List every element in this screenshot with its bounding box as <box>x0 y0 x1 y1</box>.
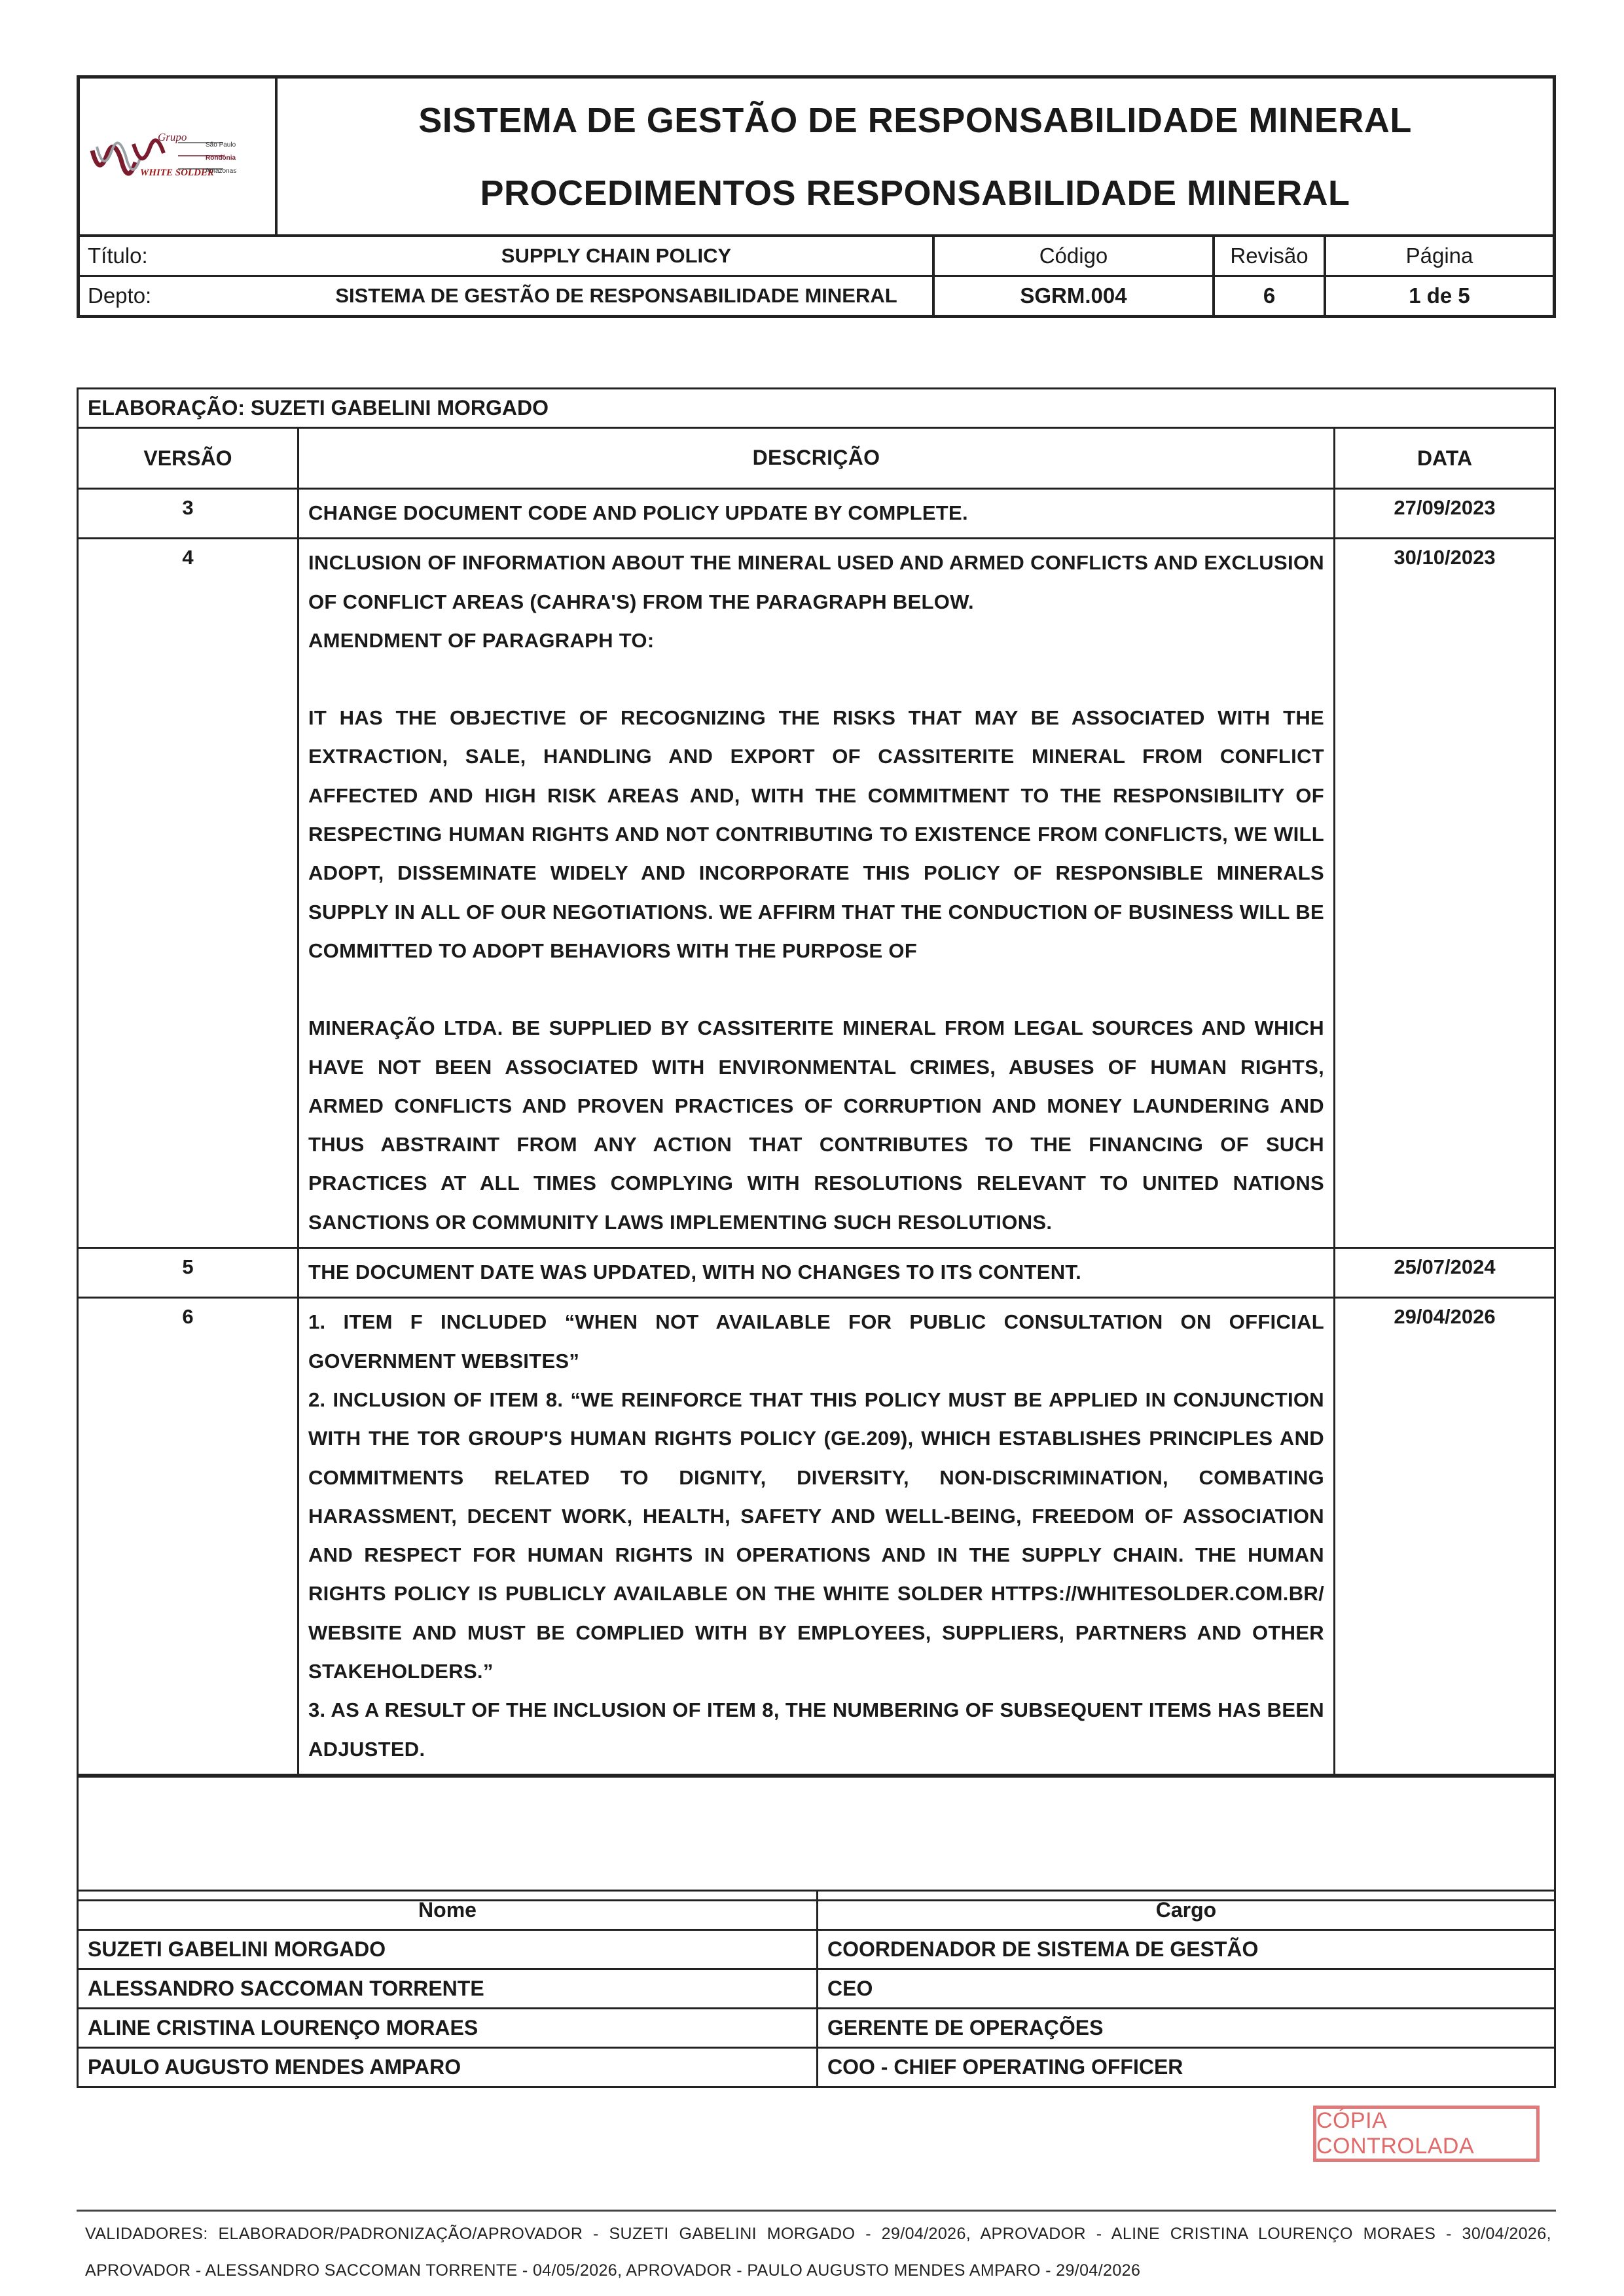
pagina-label: Página <box>1324 237 1553 275</box>
table-row <box>79 2007 1554 2047</box>
descricao-paragraph: 1. ITEM F INCLUDED “WHEN NOT AVAILABLE FOR PUBLIC CONSULTATION ON OFFICIAL GOVERNMENT WEBSITES” <box>308 1310 1324 1372</box>
nome-cell: SUZETI GABELINI MORGADO <box>79 1931 818 1968</box>
descricao-paragraph: CHANGE DOCUMENT CODE AND POLICY UPDATE BY COMPLETE. <box>308 501 968 524</box>
data-cell: 27/09/2023 <box>1394 496 1496 519</box>
descricao-paragraph: IT HAS THE OBJECTIVE OF RECOGNIZING THE RISKS THAT MAY BE ASSOCIATED WITH THE EXTRACTION, SALE, HANDLING AND EXPORT OF CASSITERITE MINERAL FROM CONFLICT AFFECTED AND HIGH RISK AREAS AND, WITH THE COMMITMENT TO THE RESPONSIBILITY OF RESPECTING HUMAN RIGHTS AND NOT CONTRIBUTING TO EXISTENCE FROM CONFLICTS, WE WILL ADOPT, DISSEMINATE WIDELY AND INCORPORATE THIS POLICY OF RESPONSIBLE MINERALS SUPPLY IN ALL OF OUR NEGOTIATIONS. WE AFFIRM THAT THE CONDUCTION OF BUSINESS WILL BE COMMITTED TO ADOPT BEHAVIORS WITH THE PURPOSE OF <box>308 706 1324 962</box>
descricao-paragraph: 2. INCLUSION OF ITEM 8. “WE REINFORCE THAT THIS POLICY MUST BE APPLIED IN CONJUNCTION WITH THE TOR GROUP'S HUMAN RIGHTS POLICY (GE.209), WHICH ESTABLISHES PRINCIPLES AND COMMITMENTS RELATED TO DIGNITY, DIVERSITY, NON-DISCRIMINATION, COMBATING HARASSMENT, DECENT WORK, HEALTH, SAFETY AND WELL-BEING, FREEDOM OF ASSOCIATION AND RESPECT FOR HUMAN RIGHTS IN OPERATIONS AND IN THE SUPPLY CHAIN. THE HUMAN RIGHTS POLICY IS PUBLICLY AVAILABLE ON THE WHITE SOLDER HTTPS://WHITESOLDER.COM.BR/ WEBSITE AND MUST BE COMPLIED WITH BY EMPLOYEES, SUPPLIERS, PARTNERS AND OTHER STAKEHOLDERS.” <box>308 1388 1324 1683</box>
versao-header: VERSÃO <box>79 429 299 488</box>
revisao-label: Revisão <box>1212 237 1324 275</box>
versao-cell: 6 <box>79 1299 299 1774</box>
table-row <box>79 490 1554 539</box>
blank-line <box>308 970 1324 1009</box>
data-cell: 25/07/2024 <box>1394 1255 1496 1279</box>
descricao-paragraph: AMENDMENT OF PARAGRAPH TO: <box>308 628 655 652</box>
table-row <box>79 539 1554 1249</box>
descricao-paragraph: THE DOCUMENT DATE WAS UPDATED, WITH NO CHANGES TO ITS CONTENT. <box>308 1261 1082 1284</box>
footer-divider <box>77 2210 1556 2212</box>
nome-cell: PAULO AUGUSTO MENDES AMPARO <box>79 2049 818 2086</box>
svg-text:São Paulo: São Paulo <box>206 141 236 149</box>
codigo-value: SGRM.004 <box>932 277 1212 315</box>
descricao-paragraph: MINERAÇÃO LTDA. BE SUPPLIED BY CASSITERITE MINERAL FROM LEGAL SOURCES AND WHICH HAVE NOT BEEN ASSOCIATED WITH ENVIRONMENTAL CRIMES, ABUSES OF HUMAN RIGHTS, ARMED CONFLICTS AND PROVEN PRACTICES OF CORRUPTION AND MONEY LAUNDERING AND THUS ABSTRAINT FROM ANY ACTION THAT CONTRIBUTES TO THE FINANCING OF SUCH PRACTICES AT ALL TIMES COMPLYING WITH RESOLUTIONS RELEVANT TO UNITED NATIONS SANCTIONS OR COMMUNITY LAWS IMPLEMENTING SUCH RESOLUTIONS. <box>308 1016 1324 1234</box>
approvals-header-row <box>79 1892 1554 1929</box>
revision-header-row <box>79 429 1554 490</box>
header-title-area <box>80 79 1553 237</box>
descricao-cell <box>299 539 1335 1247</box>
svg-text:Grupo: Grupo <box>158 131 187 143</box>
validators-footer: VALIDADORES: ELABORADOR/PADRONIZAÇÃO/APROVADOR - SUZETI GABELINI MORGADO - 29/04/2026, APROVADOR - ALINE CRISTINA LOURENÇO MORAES - 30/04/2026, APROVADOR - ALESSANDRO SACCOMAN TORRENTE - 04/05/2026, APROVADOR - PAULO AUGUSTO MENDES AMPARO - 29/04/2026 <box>85 2225 1551 2280</box>
nome-cell: ALESSANDRO SACCOMAN TORRENTE <box>79 1970 818 2007</box>
svg-text:WHITE SOLDER: WHITE SOLDER <box>140 168 214 178</box>
versao-cell: 4 <box>79 539 299 1247</box>
controlled-copy-stamp: CÓPIA CONTROLADA <box>1313 2106 1540 2162</box>
company-logo <box>80 79 278 234</box>
cargo-cell: COO - CHIEF OPERATING OFFICER <box>827 2055 1183 2079</box>
cargo-cell: COORDENADOR DE SISTEMA DE GESTÃO <box>827 1937 1259 1961</box>
header-depto-row <box>80 275 1553 315</box>
system-title: SISTEMA DE GESTÃO DE RESPONSABILIDADE MINERAL <box>418 100 1412 140</box>
descricao-cell <box>299 1249 1335 1297</box>
svg-text:Amazonas: Amazonas <box>206 168 237 175</box>
descricao-header: DESCRIÇÃO <box>299 429 1335 488</box>
svg-text:Rondônia: Rondônia <box>206 154 236 162</box>
titulo-label: Título: <box>88 243 148 268</box>
document-header <box>77 75 1556 318</box>
white-solder-logo-icon <box>80 79 271 232</box>
cargo-header: Cargo <box>1155 1898 1217 1922</box>
procedures-title: PROCEDIMENTOS RESPONSABILIDADE MINERAL <box>480 173 1350 213</box>
nome-cell: ALINE CRISTINA LOURENÇO MORAES <box>79 2009 818 2047</box>
descricao-cell <box>299 490 1335 537</box>
nome-header: Nome <box>79 1892 818 1929</box>
versao-cell: 5 <box>79 1249 299 1297</box>
descricao-paragraph: INCLUSION OF INFORMATION ABOUT THE MINERAL USED AND ARMED CONFLICTS AND EXCLUSION OF CONFLICT AREAS (CAHRA'S) FROM THE PARAGRAPH BELOW. <box>308 551 1324 613</box>
table-row <box>79 1299 1554 1776</box>
descricao-paragraph: 3. AS A RESULT OF THE INCLUSION OF ITEM 8, THE NUMBERING OF SUBSEQUENT ITEMS HAS BEEN ADJUSTED. <box>308 1698 1324 1761</box>
data-cell: 29/04/2026 <box>1394 1305 1496 1329</box>
empty-table-area <box>79 1776 1554 1899</box>
data-cell: 30/10/2023 <box>1394 546 1496 569</box>
header-title-row <box>80 237 1553 275</box>
codigo-label: Código <box>932 237 1212 275</box>
pagina-value: 1 de 5 <box>1324 277 1553 315</box>
depto-value: SISTEMA DE GESTÃO DE RESPONSABILIDADE MINERAL <box>335 284 897 307</box>
header-titles <box>278 79 1553 234</box>
table-row <box>79 1929 1554 1968</box>
data-header: DATA <box>1416 446 1473 470</box>
table-row <box>79 1249 1554 1299</box>
approvals-table <box>77 1890 1556 2088</box>
titulo-value: SUPPLY CHAIN POLICY <box>501 244 732 267</box>
elaboracao-line: ELABORAÇÃO: SUZETI GABELINI MORGADO <box>79 389 1554 429</box>
table-row <box>79 1968 1554 2007</box>
cargo-cell: CEO <box>827 1977 873 2000</box>
revision-history-table <box>77 387 1556 1901</box>
descricao-cell <box>299 1299 1335 1774</box>
cargo-cell: GERENTE DE OPERAÇÕES <box>827 2016 1104 2039</box>
table-row <box>79 2047 1554 2086</box>
blank-line <box>308 660 1324 698</box>
versao-cell: 3 <box>79 490 299 537</box>
revisao-value: 6 <box>1212 277 1324 315</box>
depto-label: Depto: <box>88 283 152 308</box>
